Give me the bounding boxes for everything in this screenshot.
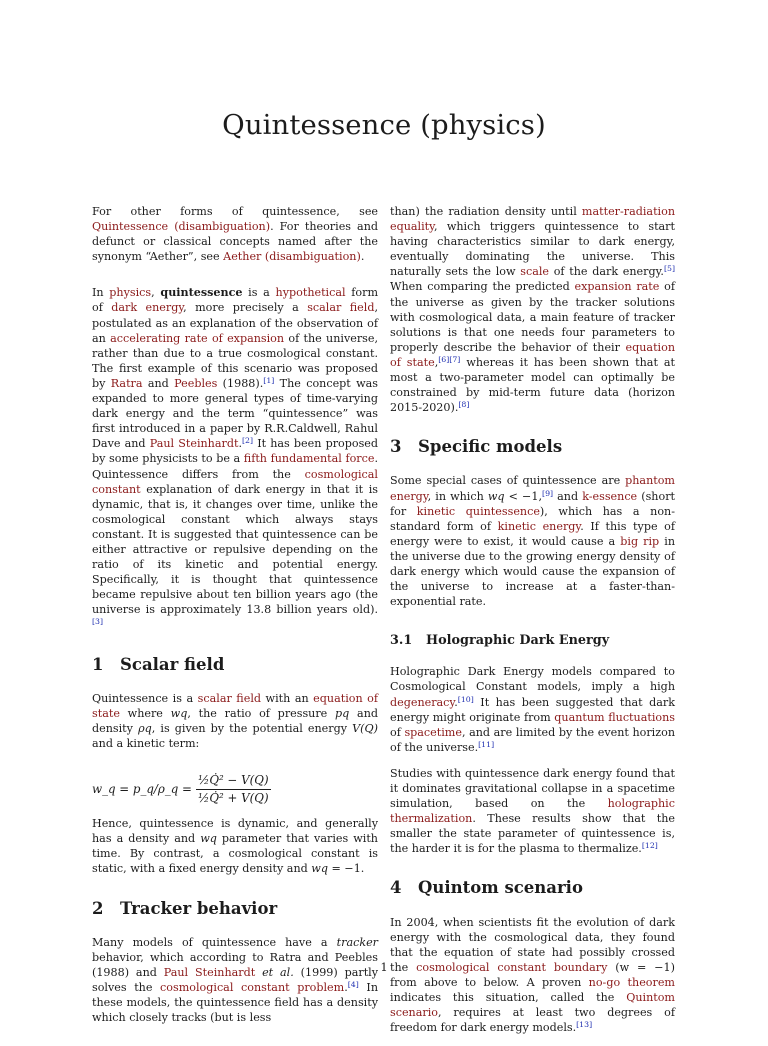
text-run: Some special cases of quintessence are (390, 474, 626, 488)
text-run: . (238, 437, 242, 451)
citation-ref[interactable]: [10] (457, 694, 474, 704)
section-number: 3 (390, 437, 402, 457)
paragraph (390, 766, 675, 857)
section-number: 2 (92, 898, 104, 918)
text-run: . If this type of energy were to exist, it would cause a (390, 519, 675, 548)
text-run: < −1, (504, 489, 543, 503)
paragraph (92, 285, 378, 632)
text-run: with an (261, 691, 314, 705)
text-run: , in which (427, 489, 488, 503)
text-run: , the ratio of pressure (187, 706, 336, 720)
paragraph (92, 204, 378, 264)
section-heading-specific-models (390, 437, 675, 457)
italic-text: tracker (336, 935, 378, 949)
text-run: For other forms of quintessence, see (92, 205, 378, 218)
link-equation-of-state[interactable]: equation of state (92, 691, 378, 720)
link-kinetic-quintessence[interactable]: kinetic quintessence (416, 504, 540, 518)
text-run: parameter that varies with time. By contrast, a cosmological constant is static, with a fixed energy density and (92, 832, 378, 876)
italic-text: wq (311, 862, 328, 876)
text-run: In 2004, when scientists fit the evolution of dark energy with the cosmological data, they found that the equation of state had possibly crossed the (390, 915, 675, 974)
link-matter-radiation-equality[interactable]: matter-radiation equality (390, 205, 675, 234)
link-paul-steinhardt[interactable]: Paul Steinhardt (149, 437, 239, 451)
link-cosmological-constant-problem[interactable]: cosmological constant problem (160, 980, 345, 994)
text-run: (1999) partly solves the (92, 965, 379, 994)
text-run: is a (242, 286, 276, 300)
link-spacetime[interactable]: spacetime (404, 725, 462, 739)
italic-text: V(Q) (352, 721, 378, 735)
paragraph (390, 473, 675, 609)
link-k-essence[interactable]: k-essence (582, 489, 638, 503)
link-cosmological-constant[interactable]: cosmological constant (92, 467, 378, 496)
link-accelerating-rate-of-expansion[interactable]: accelerating rate of expansion (110, 331, 285, 345)
link-big-rip[interactable]: big rip (620, 534, 660, 548)
bold-term: quintessence (160, 286, 243, 300)
text-run: . For theories and defunct or classical concepts named after the synonym “Aether”, see (92, 220, 378, 264)
text-run: , is given by the potential energy (151, 721, 353, 735)
text-run: = −1. (327, 862, 365, 876)
citation-ref[interactable]: [9] (542, 488, 554, 498)
paragraph (92, 816, 378, 876)
paragraph (390, 915, 675, 1036)
text-run: . (454, 695, 458, 709)
link-equation-of-state[interactable]: equation of state (390, 340, 675, 369)
section-title: Specific models (418, 437, 563, 457)
citation-ref[interactable]: [5] (663, 264, 675, 274)
citation-ref[interactable]: [3] (92, 617, 104, 627)
text-run: , (434, 355, 439, 369)
section-heading-scalar-field (92, 654, 378, 674)
text-run: form of (92, 286, 379, 315)
text-run: . These results show that the smaller the state parameter of quintessence is, the harder it is for the plasma to thermalize. (390, 812, 675, 856)
paragraph (390, 204, 675, 415)
equation-of-state-formula (92, 773, 378, 806)
link-ratra[interactable]: Ratra (110, 376, 143, 390)
text-run: and (553, 489, 583, 503)
text-run: where (119, 706, 171, 720)
link-hypothetical[interactable]: hypothetical (275, 286, 346, 300)
section-number: 3.1 (390, 633, 413, 649)
text-run: . (360, 250, 365, 264)
italic-text: et al. (262, 965, 294, 979)
subsection-heading-holographic-dark-energy (390, 633, 675, 648)
text-run: , requires at least two degrees of freedom for dark energy models. (390, 1006, 675, 1035)
link-no-go-theorem[interactable]: no-go theorem (588, 975, 675, 989)
paragraph (390, 664, 675, 755)
text-run: , and are limited by the event horizon of the universe. (390, 725, 675, 754)
text-run: Hence, quintessence is dynamic, and generally has a density and (92, 817, 378, 846)
page-title: Quintessence (physics) (222, 109, 546, 141)
text-run: and a kinetic term: (92, 736, 200, 750)
text-run: , which triggers quintessence to start having characteristics similar to dark energy, eventually dominating the universe. This naturally sets the low (390, 220, 675, 279)
section-title: Quintom scenario (418, 878, 583, 898)
paragraph-spacer (92, 275, 378, 285)
text-run: of the dark energy. (549, 265, 664, 279)
text-run: . (344, 980, 348, 994)
text-run: In (92, 286, 110, 300)
link-physics[interactable]: physics (109, 286, 152, 300)
text-run: Holographic Dark Energy models compared to Cosmological Constant models, imply a high (390, 665, 675, 694)
text-run: (1988). (217, 376, 264, 390)
section-number: 4 (390, 878, 402, 898)
link-quintessence-disambiguation[interactable]: Quintessence (disambiguation) (92, 220, 271, 234)
link-quantum-fluctuations[interactable]: quantum fluctuations (554, 710, 675, 724)
citation-ref[interactable]: [13] (576, 1020, 593, 1030)
text-run: of the universe as given by the tracker solutions with cosmological data, a main feature of tracker solutions is that one needs four parameters to properly describe the behavior of their (390, 280, 676, 354)
italic-text: wq (170, 706, 188, 720)
text-run: , (151, 286, 161, 300)
link-scalar-field[interactable]: scalar field (197, 691, 262, 705)
text-run: of the universe, rather than due to a true cosmological constant. The first example of this scenario was proposed by (92, 331, 379, 390)
link-degeneracy[interactable]: degeneracy (390, 695, 455, 709)
citation-ref[interactable]: [8] (458, 400, 470, 410)
section-title: Tracker behavior (120, 898, 278, 918)
text-run: ), which has a non-standard form of (390, 504, 675, 533)
citation-ref[interactable]: [6][7] (438, 354, 461, 364)
text-run: explanation of dark energy in that it is dynamic, that is, it changes over time, unlike the cosmological constant which always stays constant. It is suggested that quintessence can be either attractive or repulsive depending on the ratio of its kinetic and potential energy. Specifically, it is thought that quintessence became repulsive about ten billion years ago (the universe is approximately 13.8 billion years old). (92, 482, 378, 617)
text-run: and (142, 376, 175, 390)
text-run: (short for (390, 489, 675, 518)
link-phantom-energy[interactable]: phantom energy (390, 474, 675, 503)
link-paul-steinhardt[interactable]: Paul Steinhardt (163, 965, 256, 979)
text-run: and density (92, 706, 379, 735)
text-run: (w = −1) from above to below. A proven (390, 960, 675, 989)
page-number: 1 (380, 960, 388, 974)
italic-text: wq (487, 489, 505, 503)
text-run: indicates this situation, called the (390, 991, 627, 1005)
section-heading-quintom-scenario (390, 878, 675, 898)
link-dark-energy[interactable]: dark energy (111, 301, 184, 315)
text-run: In these models, the quintessence field has a density which closely tracks (but is less (92, 980, 378, 1025)
equation-denominator: ½Q̇² + V(Q) (197, 791, 269, 806)
section-title: Holographic Dark Energy (426, 633, 610, 649)
text-run: in the universe due to the growing energy density of dark energy which would cause the expansion of the universe to increase at a faster-than-exponential rate. (390, 534, 675, 609)
text-run: When comparing the predicted (390, 280, 575, 294)
link-holographic-thermalization[interactable]: holographic thermalization (390, 797, 675, 826)
paragraph (92, 691, 378, 751)
citation-ref[interactable]: [4] (347, 979, 359, 989)
equation-numerator: ½Q̇² − V(Q) (196, 773, 271, 790)
italic-text: pq (335, 706, 350, 720)
link-cosmological-constant-boundary[interactable]: cosmological constant boundary (416, 960, 608, 974)
section-title: Scalar field (120, 654, 225, 674)
link-quintom-scenario[interactable]: Quintom scenario (390, 991, 675, 1020)
paragraph (92, 935, 378, 1026)
section-heading-tracker-behavior (92, 898, 378, 918)
left-column (92, 204, 378, 1036)
text-run: of (390, 725, 405, 739)
text-run: behavior, which according to Ratra and Peebles (1988) and (92, 950, 378, 979)
text-run: , postulated as an explanation of the observation of an (92, 301, 379, 345)
text-run: Quintessence is a (92, 691, 198, 705)
text-run: The concept was expanded to more general types of time-varying dark energy and the term “quintessence” was first introduced in a paper by R.R.Caldwell, Rahul Dave and (92, 376, 379, 451)
text-run: It has been proposed by some physicists to be a (92, 437, 379, 466)
text-run: It has been suggested that dark energy might originate from (390, 695, 675, 724)
text-run: Studies with quintessence dark energy found that it dominates gravitational collapse in a spacetime simulation, based on the (390, 766, 675, 811)
text-run: than) the radiation density until (390, 205, 582, 218)
citation-ref[interactable]: [2] (242, 436, 254, 446)
link-scale[interactable]: scale (520, 265, 550, 279)
text-run: , more precisely a (183, 301, 308, 315)
section-number: 1 (92, 654, 104, 674)
link-kinetic-energy[interactable]: kinetic energy (497, 519, 581, 533)
text-run: whereas it has been shown that at most a two-parameter model can optimally be constrained by mid-term future data (horizon 2015-2020). (390, 355, 676, 415)
link-aether-disambiguation[interactable]: Aether (disambiguation) (223, 250, 361, 264)
link-expansion-rate[interactable]: expansion rate (574, 280, 660, 294)
link-fifth-fundamental-force[interactable]: fifth fundamental force (243, 452, 375, 466)
italic-text: ρq (138, 721, 152, 735)
italic-text: wq (200, 832, 217, 846)
text-run: . Quintessence differs from the (92, 452, 378, 481)
equation-lhs: w_q = p_q/ρ_q = (92, 782, 192, 797)
text-run: Many models of quintessence have a (92, 935, 337, 949)
citation-ref[interactable]: [12] (641, 841, 658, 851)
link-peebles[interactable]: Peebles (174, 376, 218, 390)
link-scalar-field[interactable]: scalar field (307, 301, 375, 315)
citation-ref[interactable]: [11] (478, 739, 495, 749)
equation-fraction (196, 773, 271, 806)
right-column (390, 204, 675, 1046)
citation-ref[interactable]: [1] (263, 375, 275, 385)
